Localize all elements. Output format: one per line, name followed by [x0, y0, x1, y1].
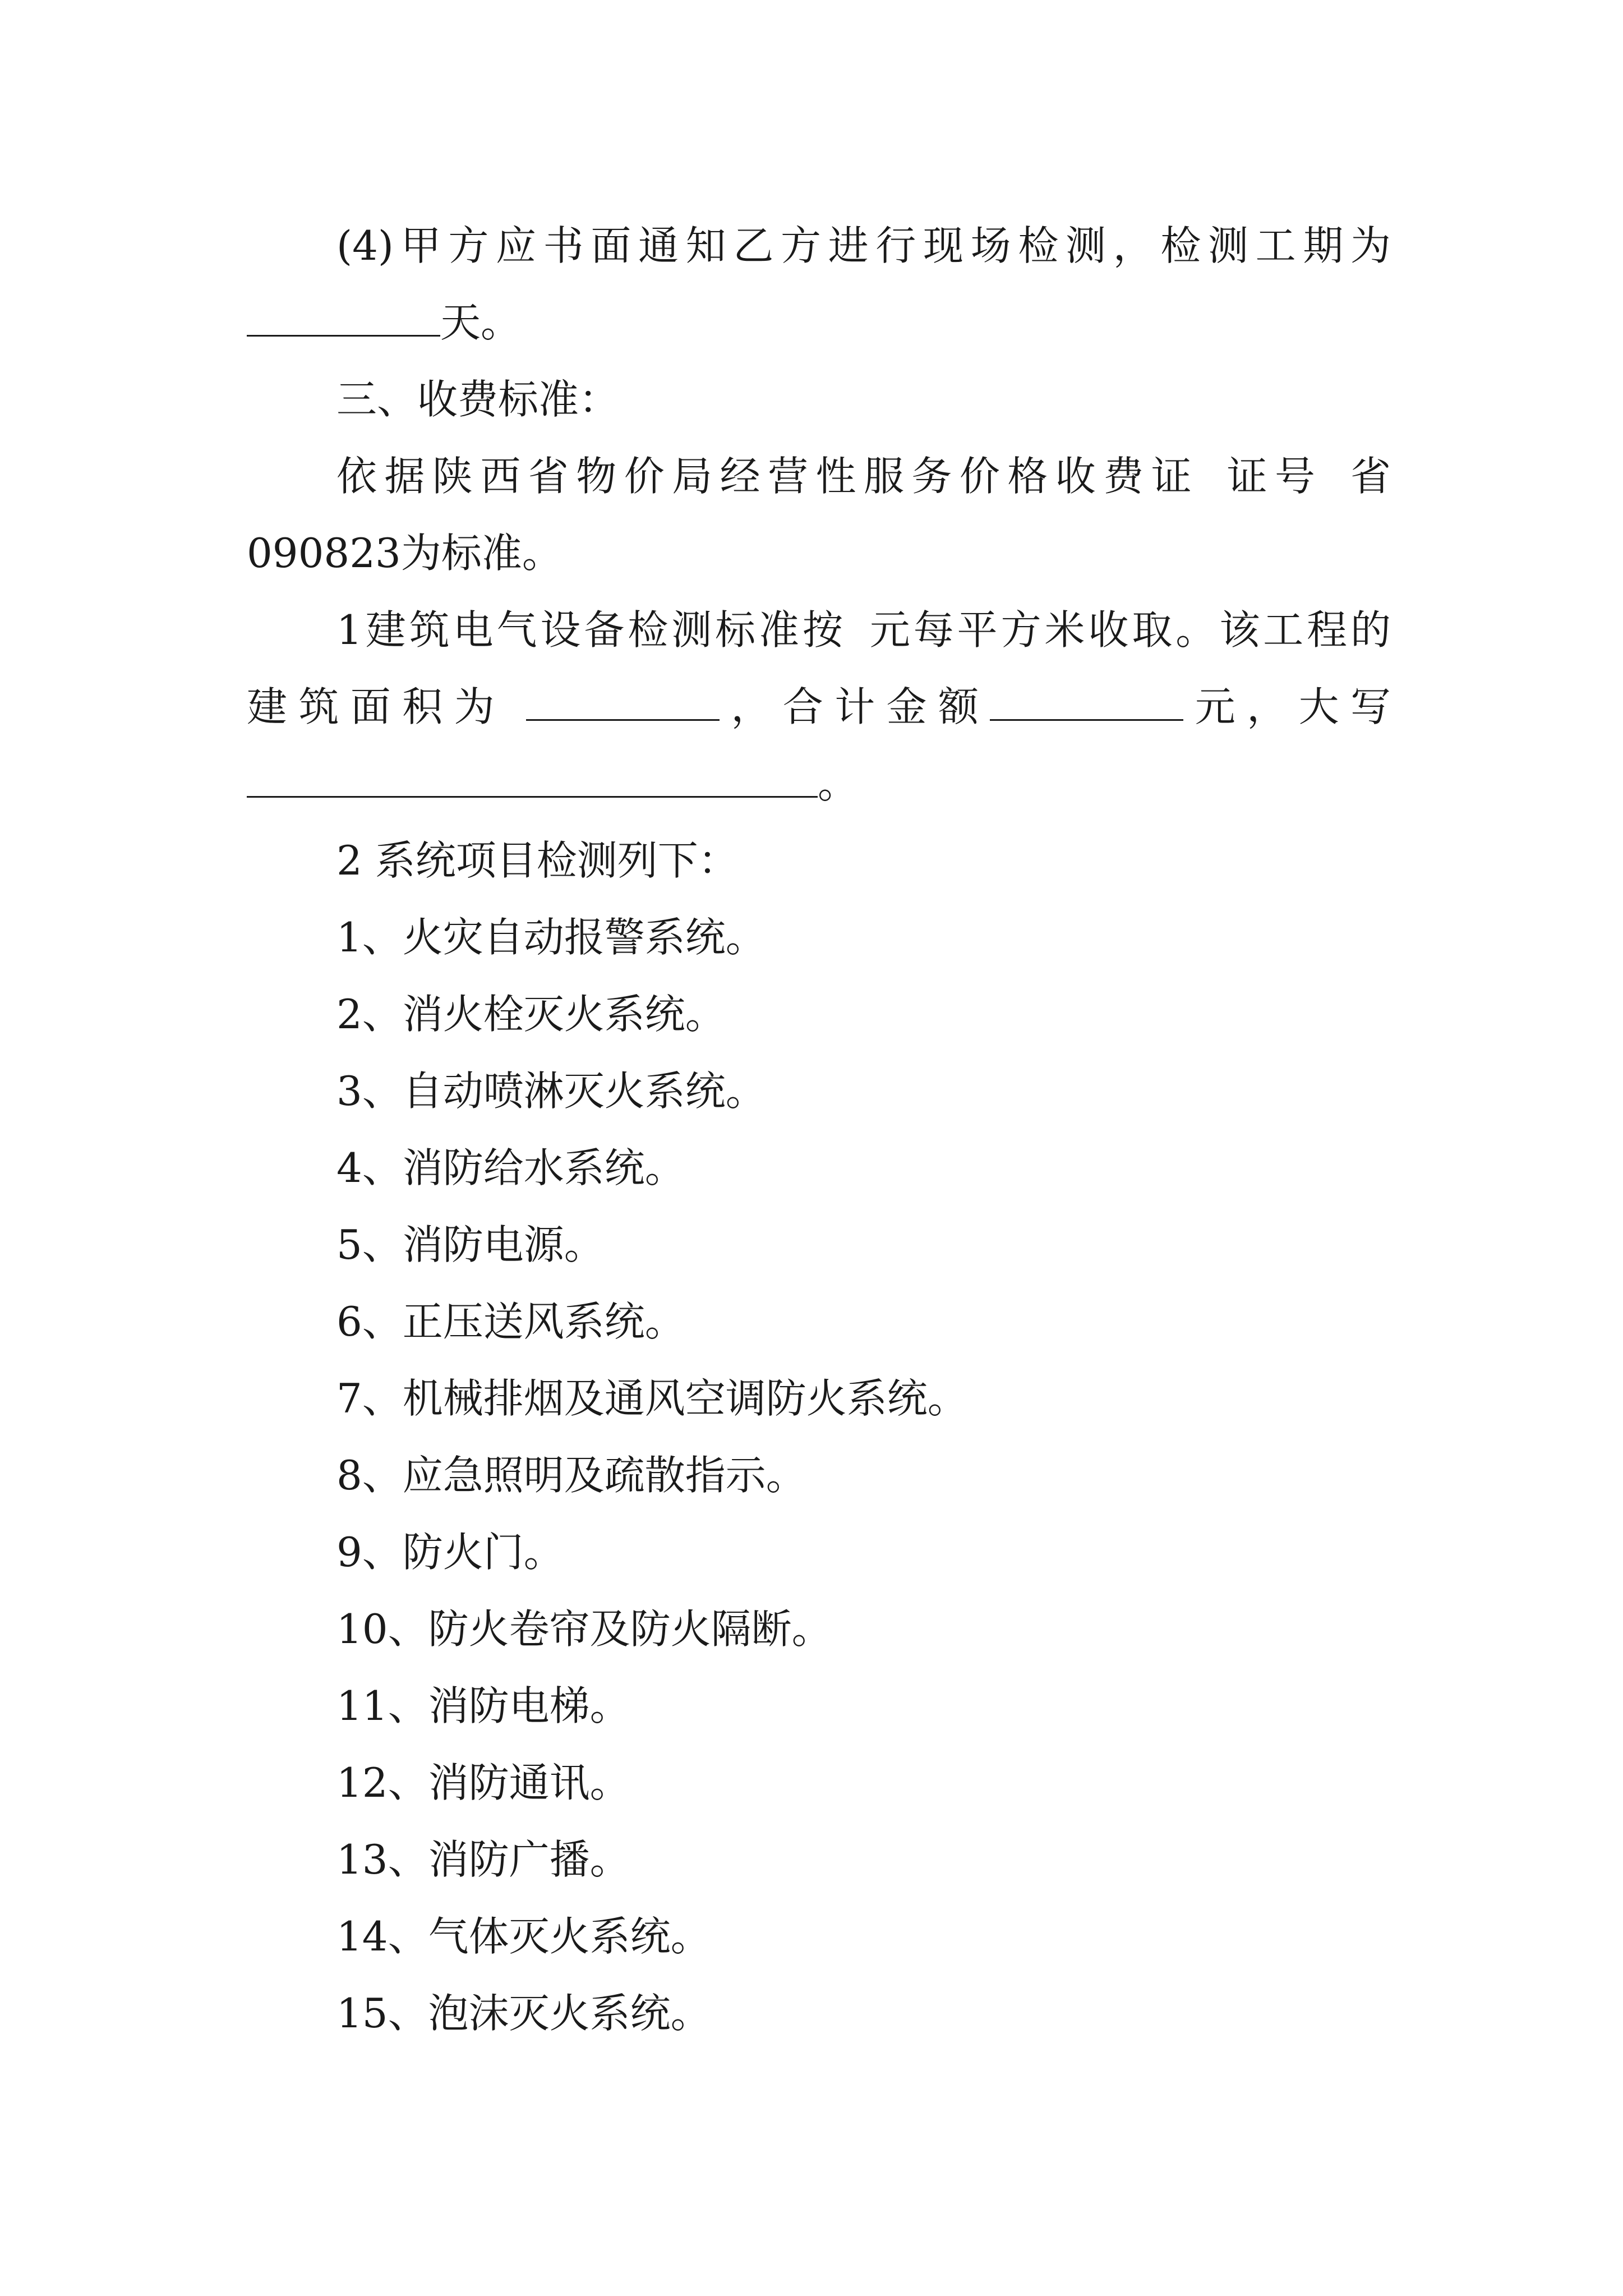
paragraph-4-line-2: [247, 289, 1391, 356]
system-item-3: 3、自动喷淋灭火系统。: [336, 1068, 766, 1115]
basis-text-line2: 090823为标准。: [247, 530, 562, 577]
system-item-11: 11、消防电梯。: [336, 1682, 630, 1729]
system-item-4: 4、消防给水系统。: [336, 1144, 685, 1191]
system-item-9: 9、防火门。: [336, 1529, 564, 1576]
duration-blank[interactable]: [247, 296, 440, 337]
basis-text-c: 省: [1343, 453, 1391, 500]
basis-line-2: [247, 519, 1391, 587]
list-item: [336, 1519, 1391, 1586]
yuan-label: 元，大写: [1183, 683, 1391, 730]
basis-line-1: [336, 443, 1391, 510]
item-1-text-a: 1建筑电气设备检测标准按: [336, 606, 846, 654]
item-2-title: [336, 827, 1391, 894]
list-item: [336, 1365, 1391, 1432]
list-item: [336, 1980, 1391, 2047]
system-item-1: 1、火灾自动报警系统。: [336, 914, 766, 961]
item-1-text-b: 元每平方米收取。该工程的: [866, 606, 1391, 654]
section-three-heading: 三、收费标准：: [336, 376, 620, 423]
system-item-7: 7、机械排烟及通风空调防火系统。: [336, 1375, 968, 1422]
system-item-15: 15、泡沫灭火系统。: [336, 1990, 711, 2037]
paragraph-4-line-1: [336, 212, 1391, 279]
basis-text-a: 依据陕西省物价局经营性服务价格收费证: [336, 453, 1200, 500]
list-item: [336, 981, 1391, 1048]
paragraph-4-tail: 天。: [440, 299, 522, 346]
system-item-2: 2、消火栓灭火系统。: [336, 991, 726, 1038]
paragraph-4-lead: (4)甲方应书面通知乙方进行现场检测，检测工期为: [336, 222, 1391, 269]
system-item-14: 14、气体灭火系统。: [336, 1913, 711, 1960]
item-1-line-1: [336, 596, 1391, 664]
list-item: [336, 1288, 1391, 1355]
item-1-line-3: [247, 750, 1391, 817]
list-item: [336, 1595, 1391, 1663]
list-item: [336, 1442, 1391, 1509]
section-three-title: [336, 366, 1391, 433]
area-blank[interactable]: [526, 680, 720, 721]
amount-in-words-blank[interactable]: [247, 757, 818, 798]
item-1-line-2: [247, 673, 1391, 740]
total-amount-blank[interactable]: [990, 680, 1183, 721]
area-label: 建筑面积为: [247, 683, 506, 730]
system-item-13: 13、消防广播。: [336, 1836, 630, 1883]
list-item: [336, 1672, 1391, 1740]
system-item-12: 12、消防通讯。: [336, 1759, 630, 1806]
list-item: [336, 904, 1391, 971]
system-item-6: 6、正压送风系统。: [336, 1298, 685, 1345]
list-item: [336, 1057, 1391, 1125]
basis-text-b: 证号: [1219, 453, 1323, 500]
item-1-end: 。: [818, 760, 859, 807]
list-item: [336, 1749, 1391, 1816]
item-2-heading: 2 系统项目检测列下：: [336, 837, 739, 884]
list-item: [336, 1134, 1391, 1202]
system-item-5: 5、消防电源。: [336, 1221, 605, 1268]
list-item: [336, 1211, 1391, 1278]
list-item: [336, 1903, 1391, 1970]
list-item: [336, 1826, 1391, 1893]
system-item-10: 10、防火卷帘及防火隔断。: [336, 1605, 832, 1653]
total-label: ，合计金额: [720, 683, 990, 730]
system-item-8: 8、应急照明及疏散指示。: [336, 1452, 806, 1499]
